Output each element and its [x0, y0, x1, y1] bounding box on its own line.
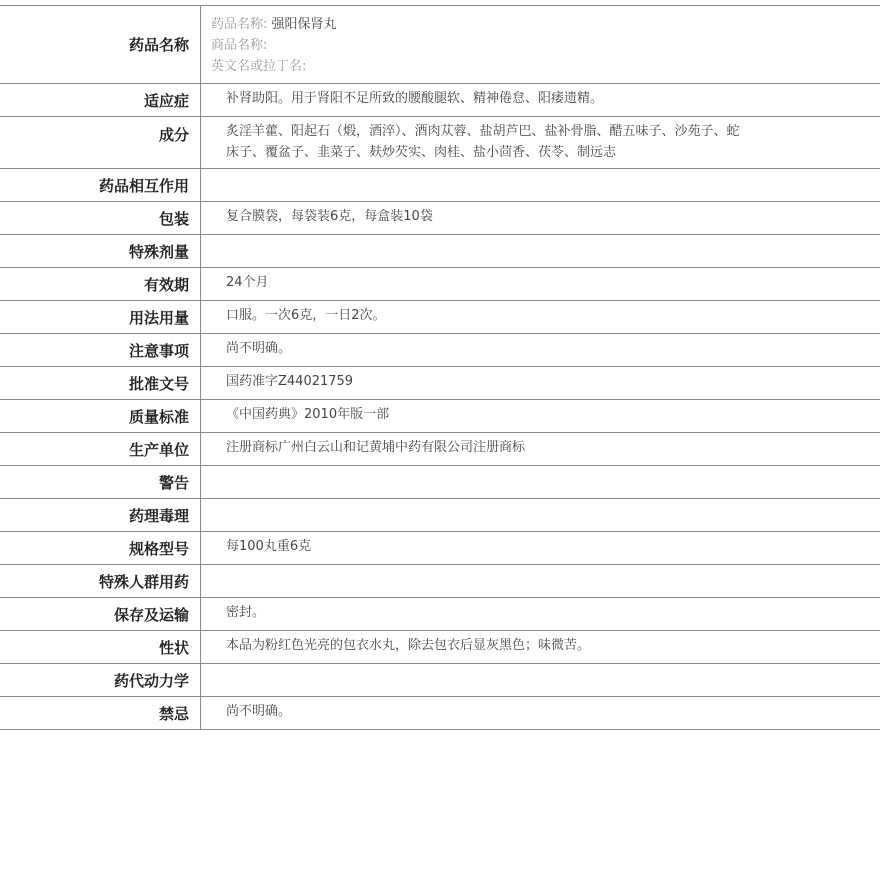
- row-drug-name: [0, 6, 880, 84]
- row-value: 密封。: [200, 598, 880, 630]
- row-packaging: [0, 202, 880, 235]
- row-special-dosage: [0, 235, 880, 268]
- row-label: 药理毒理: [128, 506, 189, 525]
- row-label: 用法用量: [128, 308, 189, 327]
- row-pharmacology: [0, 499, 880, 532]
- row-ingredients: [0, 117, 880, 169]
- row-label: 注意事项: [128, 341, 189, 360]
- row-specification: [0, 532, 880, 565]
- row-storage: [0, 598, 880, 631]
- row-value: 24个月: [200, 268, 880, 300]
- drug-name-line: [211, 14, 870, 35]
- row-label: 包装: [158, 209, 189, 228]
- row-indications: [0, 84, 880, 117]
- row-label: 禁忌: [158, 704, 189, 723]
- row-label: 药品相互作用: [98, 176, 189, 195]
- row-value: [200, 565, 880, 597]
- names-cell: [200, 6, 880, 83]
- row-value: 复合膜袋，每袋装6克，每盒装10袋: [200, 202, 880, 234]
- row-label: 成分: [158, 126, 189, 144]
- row-contraindications: [0, 697, 880, 730]
- row-pharmacokinetics: [0, 664, 880, 697]
- row-label: 警告: [158, 473, 189, 492]
- row-value: 国药准字Z44021759: [200, 367, 880, 399]
- drug-name-value: 强阳保肾丸: [271, 17, 337, 32]
- row-label: 特殊人群用药: [98, 572, 189, 591]
- drug-info-table: [0, 5, 880, 730]
- row-label: 生产单位: [128, 440, 189, 459]
- row-manufacturer: [0, 433, 880, 466]
- row-value: [200, 235, 880, 267]
- row-quality-standard: [0, 400, 880, 433]
- row-precautions: [0, 334, 880, 367]
- row-approval-number: [0, 367, 880, 400]
- row-label: 适应症: [143, 91, 189, 110]
- row-label: 性状: [158, 638, 189, 657]
- row-label: 特殊剂量: [128, 242, 189, 261]
- row-value: 每100丸重6克: [200, 532, 880, 564]
- row-warning: [0, 466, 880, 499]
- row-value: [200, 466, 880, 498]
- row-value: [200, 117, 880, 168]
- row-special-population: [0, 565, 880, 598]
- row-value: 补肾助阳。用于肾阳不足所致的腰酸腿软、精神倦怠、阳痿遗精。: [200, 84, 880, 116]
- trade-name-label: 商品名称:: [211, 38, 268, 53]
- row-value: 口服。一次6克，一日2次。: [200, 301, 880, 333]
- row-value: [200, 169, 880, 201]
- row-value: [200, 664, 880, 696]
- row-label: 批准文号: [128, 374, 189, 393]
- row-usage: [0, 301, 880, 334]
- row-description: [0, 631, 880, 664]
- ingredients-line-2: 床子、覆盆子、韭菜子、麸炒芡实、肉桂、盐小茴香、茯苓、制远志: [226, 145, 617, 160]
- row-value: 本品为粉红色光亮的包衣水丸，除去包衣后显灰黑色；味微苦。: [200, 631, 880, 663]
- row-interactions: [0, 169, 880, 202]
- row-value: [200, 499, 880, 531]
- row-label: 有效期: [143, 275, 189, 294]
- ingredients-line-1: 炙淫羊藿、阳起石（煅，酒淬）、酒肉苁蓉、盐胡芦巴、盐补骨脂、醋五味子、沙苑子、蛇: [226, 124, 740, 139]
- row-value: 注册商标广州白云山和记黄埔中药有限公司注册商标: [200, 433, 880, 465]
- row-value: 《中国药典》2010年版一部: [200, 400, 880, 432]
- row-label: 规格型号: [128, 539, 189, 558]
- english-name-label: 英文名或拉丁名:: [211, 59, 307, 74]
- row-value: 尚不明确。: [200, 697, 880, 729]
- drug-name-label: 药品名称:: [211, 17, 268, 32]
- row-shelf-life: [0, 268, 880, 301]
- row-label: 药代动力学: [113, 671, 189, 690]
- row-label: 保存及运输: [113, 605, 189, 624]
- row-label-drug-name: 药品名称: [128, 36, 189, 54]
- row-label: 质量标准: [128, 407, 189, 426]
- row-value: 尚不明确。: [200, 334, 880, 366]
